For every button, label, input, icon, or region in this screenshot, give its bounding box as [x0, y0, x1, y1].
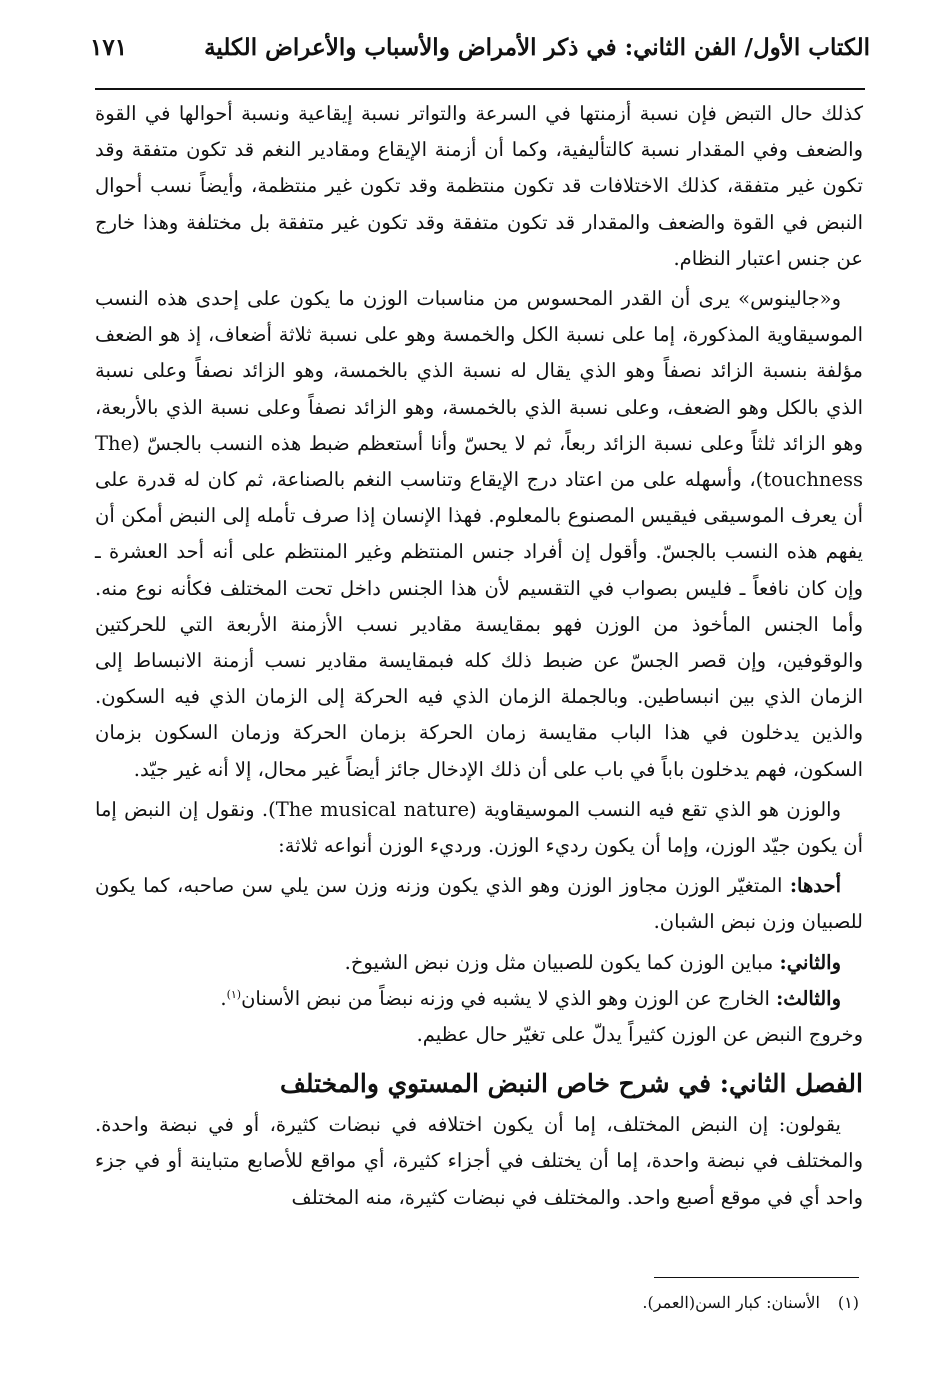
main-text — [95, 96, 863, 1216]
type-text: مباين الوزن كما يكون للصبيان مثل وزن نبض الشيوخ. — [344, 950, 780, 974]
type-label: أحدها: — [789, 874, 841, 898]
type-label: والثاني: — [779, 950, 841, 974]
type-text: المتغيّر الوزن مجاوز الوزن وهو الذي يكون وزنه وزن سن يلي سن صاحبه، كما يكون للصبيان وزن نبض الشبان. — [95, 874, 863, 934]
footnote-number: (١) — [837, 1293, 859, 1312]
footnote-reference[interactable]: (١) — [226, 987, 242, 1001]
footnote-text: الأسنان: كبار السن(العمر). — [642, 1293, 820, 1312]
footnote — [159, 1290, 859, 1316]
conclusion-line: وخروج النبض عن الوزن كثيراً يدلّ على تغيّر حال عظيم. — [416, 1023, 863, 1047]
footnote-divider — [654, 1277, 859, 1278]
chapter-heading: الفصل الثاني: في شرح خاص النبض المستوي والمختلف — [279, 1069, 863, 1099]
paragraph: و«جالينوس» يرى أن القدر المحسوس من مناسبات الوزن ما يكون على إحدى هذه النسب الموسيقاوية المذكورة، إما على نسبة الكل والخمسة وهو على نسبة ثلاثة أضعاف، إذ هو الضعف مؤلفة بنسبة الزائد نصفاً وهو الذي يقال له نسبة الذي بالخمسة، وهو الزائد نصفاً وعلى نسبة الذي بالكل وهو الضعف، وعلى نسبة الذي بالخمسة، وهو الزائد نصفاً وعلى نسبة الذي بالأربعة، وهو الزائد ثلثاً وعلى نسبة الزائد ربعاً، ثم لا يحسّ وأنا أستعظم ضبط هذه النسب بالجسّ (The touchness)، وأسهله على من اعتاد درج الإيقاع وتناسب النغم بالصناعة، ثم كان له قدرة على أن يعرف الموسيقى فيقيس المصنوع بالمعلوم. فهذا الإنسان إذا صرف تأمله إلى النبض أمكن أن يفهم هذه النسب بالجسّ. وأقول إن أفراد جنس المنتظم وغير المنتظم على أنه أحد العشرة ـ وإن كان نافعاً ـ فليس بصواب في التقسيم لأن هذا الجنس داخل تحت المختلف فكأنه نوع منه. وأما الجنس المأخوذ من الوزن فهو بمقايسة مقادير نسب الأزمنة الأربعة التي للحركتين والوقوفين، وإن قصر الجسّ عن ضبط ذلك كله فبمقايسة مقادير نسب أزمنة الانبساط إلى الزمان الذي بين انبساطين. وبالجملة الزمان الذي فيه الحركة إلى الزمان الذي فيه السكون. والذين يدخلون في هذا الباب مقايسة زمان الحركة بزمان الحركة وزمان السكون بزمان السكون، فهم يدخلون باباً في باب على أن ذلك الإدخال جائز أيضاً غير محال، إلا أنه غير جيّد. — [95, 287, 863, 781]
page-number: ١٧١ — [90, 34, 128, 61]
paragraph: كذلك حال التبض فإن نسبة أزمنتها في السرعة والتواتر نسبة إيقاعية ونسبة أحوالها في القوة والضعف وفي المقدار نسبة كالتأليفية، وكما أن أزمنة الإيقاع ومقادير النغم قد تكون متفقة وقد تكون غير متفقة، كذلك الاختلافات قد تكون منتظمة وقد تكون غير منتظمة، وأيضاً نسب أحوال النبض في القوة والضعف والمقدار قد تكون متفقة وقد تكون غير متفقة بل مختلفة وهذا خارج عن جنس اعتبار النظام. — [95, 102, 863, 270]
type-text: الخارج عن الوزن وهو الذي لا يشبه في وزنه نبضاً من نبض الأسنان — [241, 986, 777, 1010]
type-item-2 — [95, 945, 863, 981]
type-label: والثالث: — [776, 986, 841, 1010]
paragraph: يقولون: إن النبض المختلف، إما أن يكون اختلافه في نبضات كثيرة، أو في نبضة واحدة. والمختلف في نبضة واحدة، إما أن يختلف في أجزاء كثيرة، أي مواقع للأصابع متباينة أو في جزء واحد أي في موقع أصبع واحد. والمختلف في نبضات كثيرة، منه المختلف — [95, 1113, 863, 1209]
header-divider — [95, 88, 865, 90]
paragraph: والوزن هو الذي تقع فيه النسب الموسيقاوية (The musical nature). ونقول إن النبض إما أن يكون جيّد الوزن، وإما أن يكون رديء الوزن. ورديء الوزن أنواعه ثلاثة: — [95, 797, 863, 858]
type-item-1 — [95, 868, 863, 940]
header-title: الكتاب الأول/ الفن الثاني: في ذكر الأمراض والأسباب والأعراض الكلية — [204, 34, 870, 61]
running-header — [90, 30, 870, 76]
type-item-3: والثالث: الخارج عن الوزن وهو الذي لا يشبه في وزنه نبضاً من نبض الأسنان$^{(١)}$. — [220, 986, 841, 1010]
